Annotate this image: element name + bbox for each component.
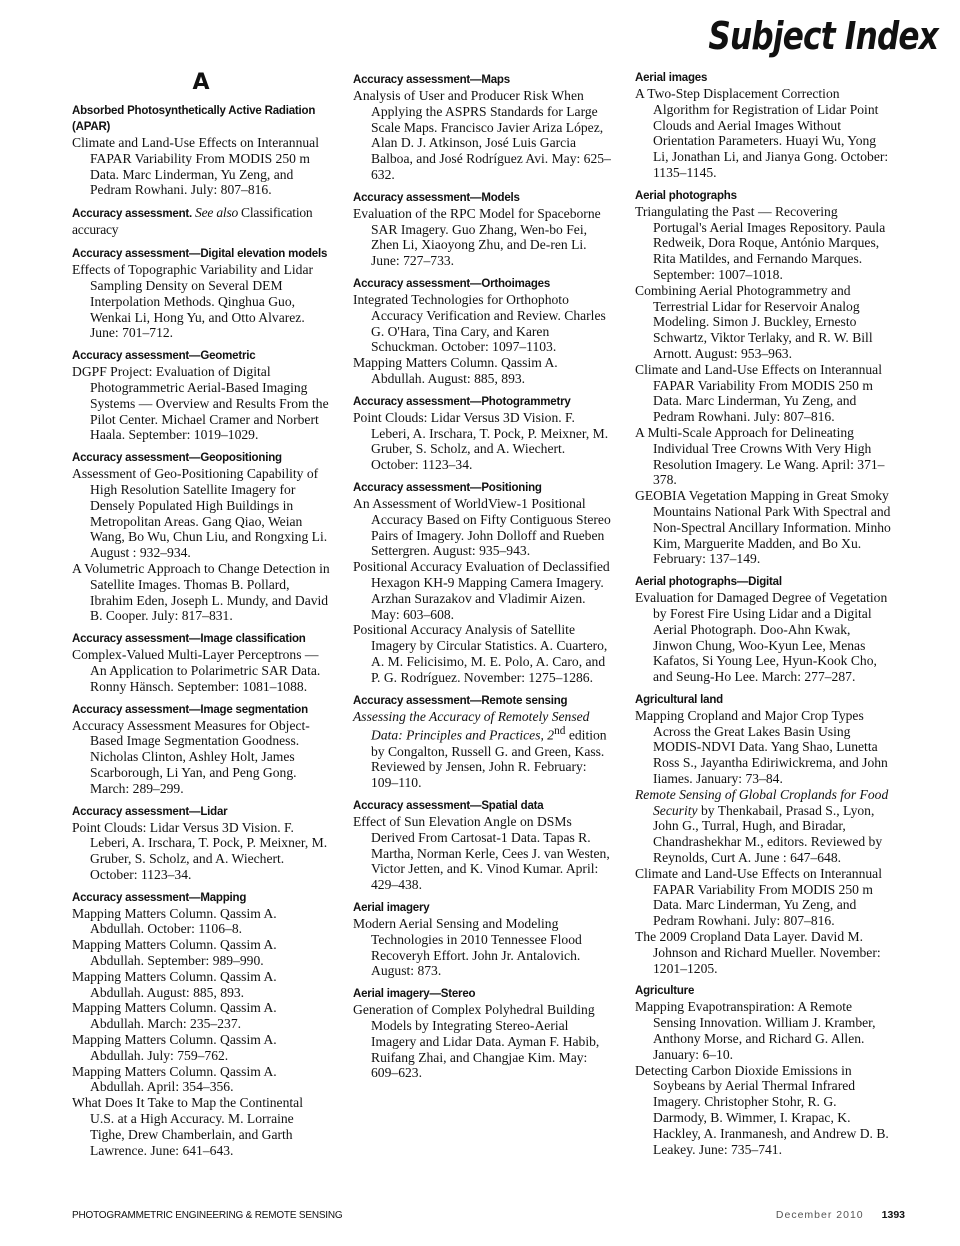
index-entry: Integrated Technologies for Orthophoto Accuracy Verification and Review. Charles G. O'Hara, Tina Cary, and Karen Schuckman. October: 1097–1103. (353, 291, 606, 355)
index-heading-text: Accuracy assessment—Models (353, 191, 520, 204)
footer-journal-name: PHOTOGRAMMETRIC ENGINEERING & REMOTE SENSING (72, 1209, 343, 1221)
index-heading-text: Accuracy assessment—Maps (353, 74, 510, 86)
index-heading-text: Accuracy assessment—Remote sensing (353, 694, 568, 707)
index-heading-text: Accuracy assessment—Photogrammetry (353, 395, 571, 408)
index-heading (635, 983, 893, 999)
index-entry: Positional Accuracy Analysis of Satellite Imagery by Circular Statistics. A. Cuartero, A. M. Felicisimo, M. E. Polo, A. Caro, and P. G. Rodríguez. November: 1275–1286. (353, 622, 608, 685)
index-entry: Accuracy Assessment Measures for Object-Based Image Segmentation Goodness. Nicholas Clinton, Ashley Holt, James Scarborough, Li Yan, and Peng Gong. March: 289–299. (72, 717, 310, 796)
entry-book-title: Assessing the Accuracy of Remotely Sensed Data: Principles and Practices, 2 (353, 708, 590, 743)
index-entry: A Multi-Scale Approach for Delineating Individual Tree Crowns With Very High Resolution Imagery. Le Wang. April: 371–378. (635, 424, 885, 488)
index-entry: Evaluation for Damaged Degree of Vegetation by Forest Fire Using Lidar and a Digital Aerial Photograph. Doo-Ahn Kwak, Jinwon Chung, Woo-Kyun Lee, Menas Kafatos, Si Young Lee, Hyun-Kook Cho, and Seung-Ho Lee. March: 277–287. (635, 590, 888, 685)
index-entry: GEOBIA Vegetation Mapping in Great Smoky Mountains National Park With Spectral and Non-Spectral Ancillary Information. Minho Kim, Marguerite Madden, and Bo Xu. February: 137–149. (635, 488, 891, 567)
index-heading (353, 986, 611, 1002)
index-heading-text: Aerial imagery (353, 902, 430, 914)
index-heading (353, 900, 611, 916)
index-entry (353, 709, 611, 792)
index-entry: Mapping Matters Column. Qassim A. Abdullah. April: 354–356. (72, 1063, 277, 1095)
index-entry (635, 787, 893, 866)
index-heading-text: Accuracy assessment—Digital elevation models (72, 248, 328, 261)
index-heading-text: Accuracy assessment—Positioning (353, 481, 542, 494)
page-title: Subject Index (708, 14, 938, 58)
index-heading-text: Aerial photographs—Digital (635, 576, 782, 589)
index-entry: Detecting Carbon Dioxide Emissions in Soybeans by Aerial Thermal Infrared Imagery. Christopher Stohr, R. G. Darmody, B. Wimmer, I. Krapac, K. Hackley, A. Iranmanesh, and Andrew D. B. Leakey. June: 735–741. (635, 1062, 889, 1157)
index-entry: Triangulating the Past — Recovering Portugal's Aerial Images Repository. Paula Redweik, Dora Roque, António Marques, Rita Matildes, and Fernando Marques. September: 1007–1018. (635, 203, 886, 282)
index-entry: Positional Accuracy Evaluation of Declassified Hexagon KH-9 Mapping Camera Imagery. Arzhan Surazakov and Vladimir Aizen. May: 603–608. (353, 559, 610, 622)
index-heading (353, 480, 611, 496)
index-heading (72, 205, 330, 239)
index-heading-text: Agricultural land (635, 693, 723, 706)
index-entry: Mapping Matters Column. Qassim A. Abdullah. October: 1106–8. (72, 905, 277, 937)
index-entry: Generation of Complex Polyhedral Building Models by Integrating Stereo-Aerial Imagery and Lidar Data. Ayman F. Habib, Ruifang Zhai, and Changjae Kim. May: 609–623. (353, 1002, 600, 1081)
index-heading (353, 798, 611, 814)
entry-citation: edition by Congalton, Russell G. and Green, Kass. Reviewed by Jensen, John R. February: 109–110. (371, 727, 607, 791)
index-entry: Complex-Valued Multi-Layer Perceptrons — An Application to Polarimetric SAR Data. Ronny Hänsch. September: 1081–1088. (72, 647, 321, 694)
index-heading (353, 72, 611, 88)
index-entry: Climate and Land-Use Effects on Interannual FAPAR Variability From MODIS 250 m Data. Marc Linderman, Yu Zeng, and Pedram Rowhani. July: 807–816. (635, 361, 882, 425)
see-also-label: See also (195, 205, 239, 221)
index-heading-text: Absorbed Photosynthetically Active Radiation (APAR) (72, 105, 316, 133)
index-entry: Climate and Land-Use Effects on Interannual FAPAR Variability From MODIS 250 m Data. Marc Linderman, Yu Zeng, and Pedram Rowhani. July: 807–816. (635, 865, 882, 929)
index-entry: Mapping Matters Column. Qassim A. Abdullah. August: 885, 893. (72, 968, 277, 1000)
index-heading (72, 702, 330, 718)
index-entry: A Two-Step Displacement Correction Algorithm for Registration of Lidar Point Clouds and Aerial Images Without Orientation Parameters. Huayi Wu, Yong Li, Jonathan Li, and Jianya Gong. October: 1135–1145. (635, 86, 889, 180)
index-entry: Point Clouds: Lidar Versus 3D Vision. F. Leberi, A. Irschara, T. Pock, P. Meixner, M. Gruber, S. Scholz, and A. Wiechert. October: 1123–34. (353, 409, 609, 473)
index-heading-text: Accuracy assessment—Mapping (72, 891, 247, 904)
index-heading (72, 103, 330, 135)
index-heading-text: Accuracy assessment—Orthoimages (353, 277, 551, 290)
index-entry: Assessment of Geo-Positioning Capability of High Resolution Satellite Imagery for Densely Populated High Buildings in Metropolitan Areas. Gang Qiao, Weian Wang, Bo Wu, Chun Liu, and Rongxing Li. August : 932–934. (72, 466, 328, 561)
index-heading (635, 188, 893, 204)
index-entry: Modern Aerial Sensing and Modeling Technologies in 2010 Tennessee Flood Recoveryh Effort. John Jr. Antalovich. August: 873. (353, 916, 582, 979)
index-entry: Mapping Evapotranspiration: A Remote Sensing Innovation. William J. Kramber, Anthony Morse, and Richard G. Allen. January: 6–10. (635, 999, 876, 1062)
index-entry: Mapping Cropland and Major Crop Types Across the Great Lakes Basin Using MODIS-NDVI Data. Yang Shao, Lunetta Ross S., Jayantha Ediriwickrema, and John Iiames. January: 73–84. (635, 707, 888, 787)
index-column-2 (353, 72, 611, 1081)
index-entry: Effects of Topographic Variability and Lidar Sampling Density on Several DEM Interpolation Methods. Qinghua Guo, Wenkai Li, Hong Yu, and Otto Alvarez. June: 701–712. (72, 262, 314, 341)
entry-superscript: nd (554, 725, 566, 738)
index-entry: Analysis of User and Producer Risk When Applying the ASPRS Standards for Large Scale Maps. Francisco Javier Ariza López, Alan D. J. Atkinson, José Luis Garcia Balboa, and José Rodríguez Avi. May: 625–632. (353, 88, 611, 182)
index-entry: DGPF Project: Evaluation of Digital Photogrammetric Aerial-Based Imaging Systems — Overview and Results From the Pilot Center. Michael Cramer and Norbert Haala. September: 1019–1029. (72, 364, 329, 443)
index-column-1 (72, 70, 330, 1158)
index-heading-text: Aerial imagery—Stereo (353, 988, 476, 1001)
entry-book-title: Remote Sensing of Global Croplands for Food Security (635, 786, 889, 818)
index-heading (72, 631, 330, 647)
index-entry: Combining Aerial Photogrammetry and Terrestrial Lidar for Reservoir Analog Modeling. Simon J. Buckley, Ernesto Schwartz, Viktor Terlaky, and R. W. Bill Arnott. August: 953–963. (635, 282, 873, 361)
index-heading (353, 190, 611, 206)
index-heading-text: Accuracy assessment—Geopositioning (72, 452, 282, 465)
index-heading-text: Accuracy assessment—Spatial data (353, 800, 544, 813)
index-heading (72, 246, 330, 262)
section-letter: A (192, 70, 210, 95)
index-heading (353, 693, 611, 709)
index-entry: A Volumetric Approach to Change Detection in Satellite Images. Thomas B. Pollard, Ibrahim Eden, Joseph L. Mundy, and David B. Cooper. July: 817–831. (72, 560, 330, 624)
index-entry: The 2009 Cropland Data Layer. David M. Johnson and Richard Mueller. November: 1201–1205. (635, 929, 881, 976)
index-entry: Point Clouds: Lidar Versus 3D Vision. F. Leberi, A. Irschara, T. Pock, P. Meixner, M. Gruber, S. Scholz, and A. Wiechert. October: 1123–34. (72, 819, 328, 882)
index-entry: Effect of Sun Elevation Angle on DSMs Derived From Cartosat-1 Data. Tapas R. Martha, Norman Kerle, Cees J. van Westen, Victor Jetten, and K. Vinod Kumar. April: 429–438. (353, 814, 610, 893)
index-heading-text: Accuracy assessment—Lidar (72, 805, 228, 818)
index-heading-text: Accuracy assessment—Image segmentation (72, 703, 308, 716)
footer-page-number: 1393 (881, 1209, 905, 1221)
index-entry: Mapping Matters Column. Qassim A. Abdullah. July: 759–762. (72, 1032, 277, 1063)
entry-citation: by Thenkabail, Prasad S., Lyon, John G., Turral, Hugh, and Biradar, Chandrashekhar M., editors. Reviewed by Reynolds, Curt A. June : 647–648. (653, 802, 883, 866)
index-heading-text: Aerial photographs (635, 189, 737, 202)
index-entry: Mapping Matters Column. Qassim A. Abdullah. September: 989–990. (72, 937, 277, 969)
index-heading (635, 574, 893, 590)
index-heading-text: Aerial images (635, 72, 708, 84)
index-heading (72, 450, 330, 466)
index-entry: An Assessment of WorldView-1 Positional Accuracy Based on Fifty Contiguous Stereo Pairs of Imagery. John Dolloff and Rueben Settergren. August: 935–943. (353, 495, 611, 559)
index-entry: Mapping Matters Column. Qassim A. Abdullah. March: 235–237. (72, 1000, 277, 1032)
index-heading-text: Accuracy assessment—Image classification (72, 633, 306, 646)
index-entry: Mapping Matters Column. Qassim A. Abdullah. August: 885, 893. (353, 355, 558, 386)
page-footer (72, 1205, 905, 1225)
index-entry: What Does It Take to Map the Continental U.S. at a High Accuracy. M. Lorraine Tighe, Drew Chamberlain, and Garth Lawrence. June: 641–643. (72, 1095, 303, 1158)
index-column-3 (635, 70, 893, 1157)
index-heading-text: Agriculture (635, 985, 695, 998)
index-heading (72, 804, 330, 820)
index-heading (72, 348, 330, 364)
index-heading (72, 890, 330, 906)
index-heading (635, 692, 893, 708)
index-heading (353, 394, 611, 410)
index-heading (353, 276, 611, 292)
index-heading (635, 70, 893, 86)
index-entry: Evaluation of the RPC Model for Spaceborne SAR Imagery. Guo Zhang, Wen-bo Fei, Zhen Li, Xiaoyong Zhu, and De-ren Li. June: 727–733. (353, 205, 601, 269)
see-also-target: Classification accuracy (72, 205, 313, 238)
index-heading-text: Accuracy assessment. (72, 208, 193, 221)
index-heading-text: Accuracy assessment—Geometric (72, 350, 256, 363)
footer-issue-date: December 2010 (775, 1209, 864, 1221)
index-entry: Climate and Land-Use Effects on Interannual FAPAR Variability From MODIS 250 m Data. Marc Linderman, Yu Zeng, and Pedram Rowhani. July: 807–816. (72, 135, 319, 198)
